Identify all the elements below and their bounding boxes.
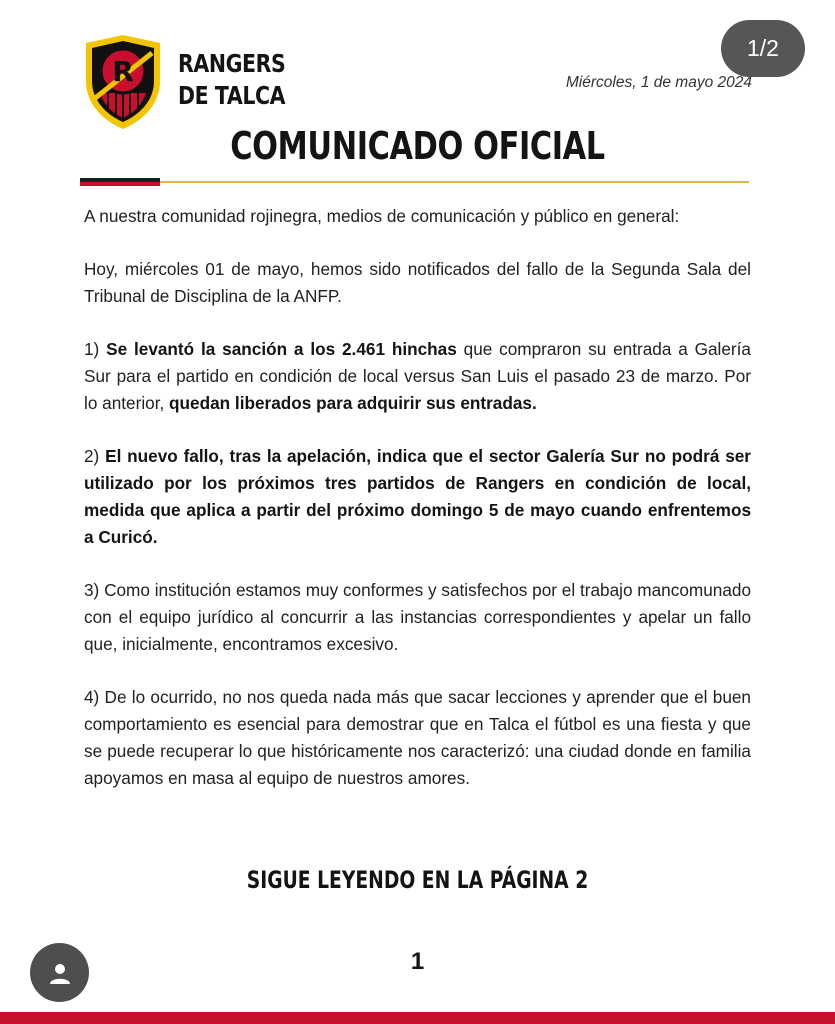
statement-body [84, 203, 751, 818]
point-4-paragraph: 4) De lo ocurrido, no nos queda nada más que sacar lecciones y aprender que el buen comportamiento es esencial para demostrar que en Talca el fútbol es una fiesta y que se puede recuperar lo que históricamente nos caracterizó: una ciudad donde en familia apoyamos en masa al equipo de nuestros amores. [84, 687, 751, 788]
point-2-text: El nuevo fallo, tras la apelación, indica que el sector Galería Sur no podrá ser utilizado por los próximos tres partidos de Rangers en condición de local, medida que aplica a partir del próximo domingo 5 de mayo cuando enfrentemos a Curicó. [84, 446, 751, 547]
continue-note: SIGUE LEYENDO EN LA PÁGINA 2 [246, 866, 589, 894]
point-1-text: que compraron su entrada a Galería Sur para el partido en condición de local versus San Luis el pasado 23 de marzo. Por lo anterior, [84, 339, 751, 413]
title-divider-red [80, 182, 160, 186]
point-2-paragraph [84, 443, 751, 551]
page-number: 1 [410, 948, 425, 975]
brand-name [178, 48, 285, 112]
point-2-number: 2) [84, 446, 106, 466]
point-3-paragraph: 3) Como institución estamos muy conformes y satisfechos por el trabajo mancomunado con el equipo jurídico al concurrir a las instancias correspondientes y apelar un fallo que, inicialmente, encontramos excesivo. [84, 580, 751, 654]
point-1-conclusion: quedan liberados para adquirir sus entradas. [169, 393, 537, 413]
user-icon [48, 961, 72, 985]
document-date: Miércoles, 1 de mayo 2024 [565, 74, 752, 91]
logo-letter: R [112, 55, 134, 88]
bottom-red-bar [0, 1012, 835, 1024]
rangers-logo [80, 33, 166, 131]
intro-paragraph: Hoy, miércoles 01 de mayo, hemos sido notificados del fallo de la Segunda Sala del Tribunal de Disciplina de la ANFP. [84, 259, 751, 306]
page-indicator: 1/2 [721, 20, 805, 77]
shield-logo-icon [80, 33, 166, 131]
brand-line-1: RANGERS [178, 49, 286, 78]
point-1-number: 1) [84, 339, 107, 359]
document-title: COMUNICADO OFICIAL [230, 124, 605, 168]
avatar-button[interactable] [30, 943, 89, 1002]
point-1-highlight: Se levantó la sanción a los 2.461 hinchas [106, 339, 457, 359]
point-1-paragraph [84, 336, 751, 417]
title-divider-gold [160, 181, 749, 183]
brand-line-2: DE TALCA [178, 81, 286, 110]
greeting-paragraph: A nuestra comunidad rojinegra, medios de comunicación y público en general: [84, 206, 680, 226]
